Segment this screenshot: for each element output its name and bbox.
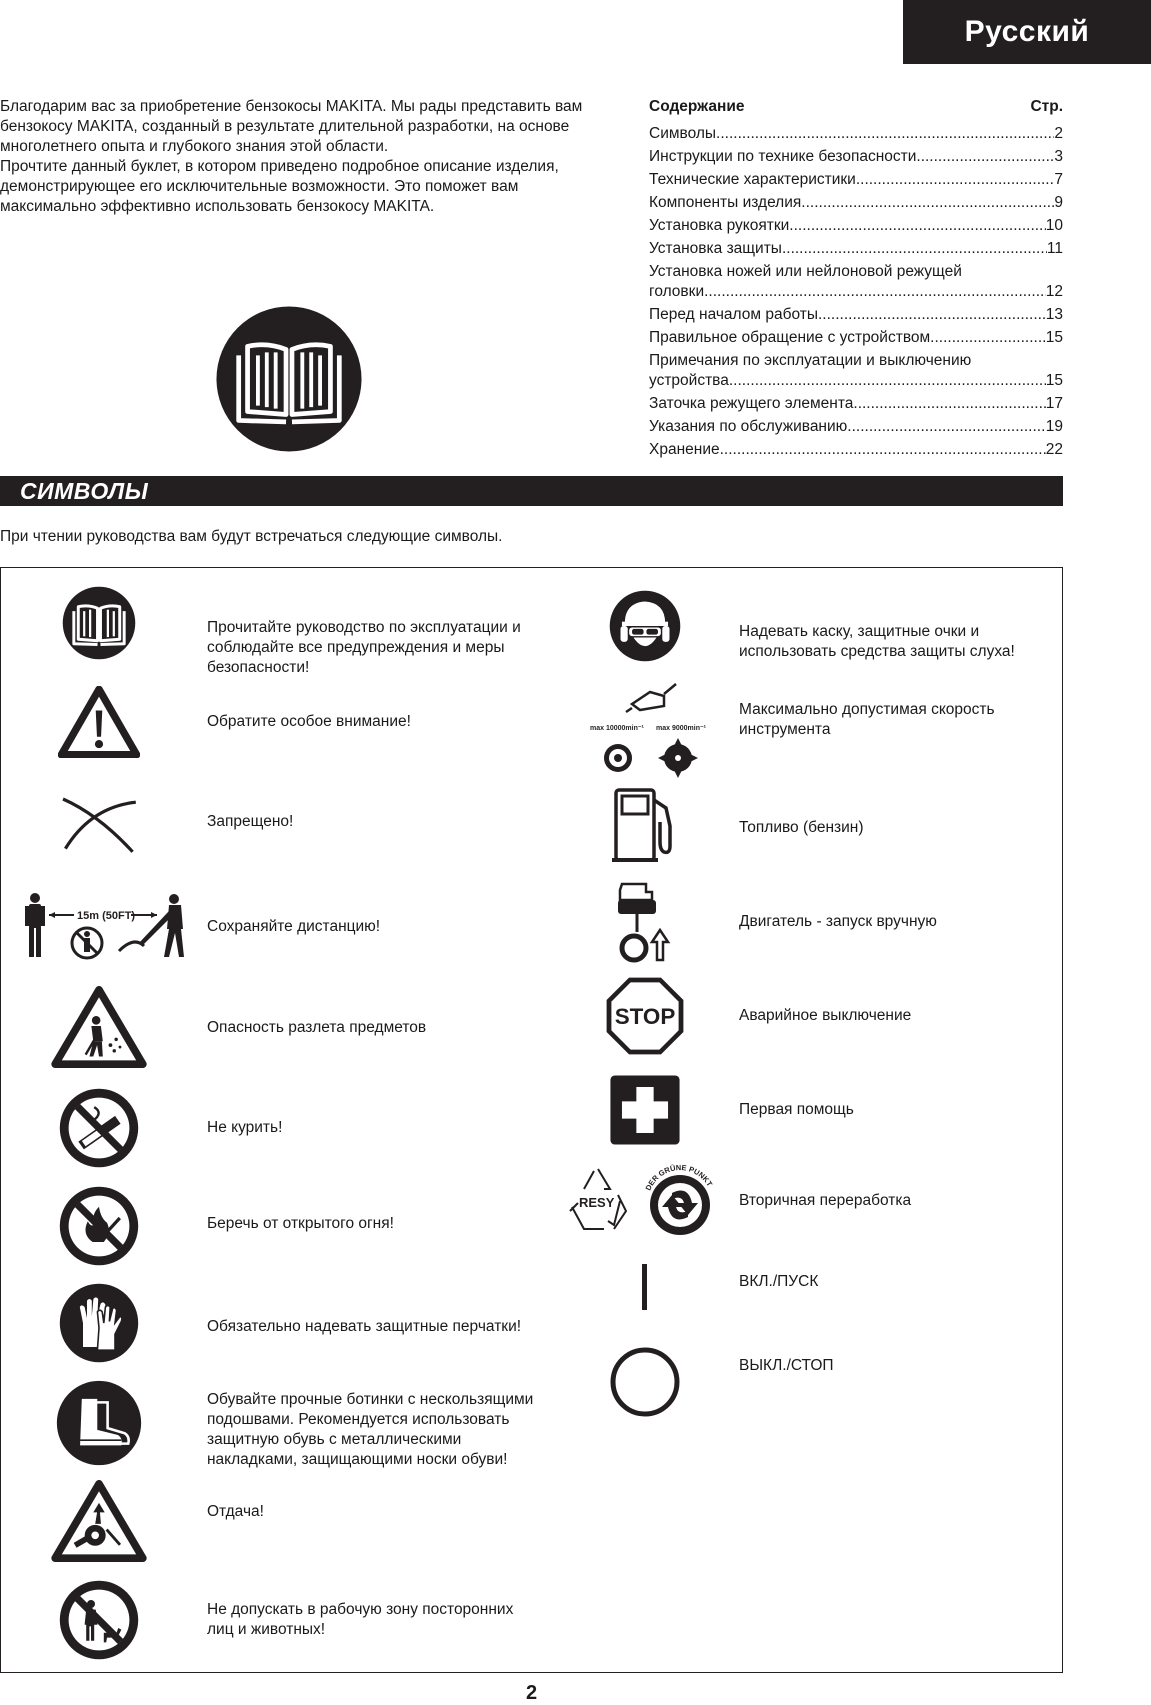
toc-item-label: Установка защиты (649, 240, 782, 257)
toc-item-label: устройства (649, 372, 729, 389)
toc-item-label: Инструкции по технике безопасности (649, 148, 917, 165)
toc-item-page: 17 (1045, 395, 1063, 412)
toc-item-label-line1: Примечания по эксплуатации и выключению (649, 352, 972, 369)
flying-objects-icon (14, 986, 184, 1068)
symbol-description: Топливо (бензин) (739, 819, 864, 836)
toc-dot-leader (818, 305, 1046, 325)
toc-item-label-line1: Установка ножей или нейлоновой режущей (649, 263, 962, 280)
toc-dot-leader (720, 440, 1046, 460)
symbol-description: Надевать каску, защитные очки и использовать средства защиты слуха! (739, 623, 1015, 660)
intro-text (0, 97, 600, 217)
toc-dot-leader (716, 124, 1054, 144)
green-dot-label: DER GRÜNE PUNKT (643, 1163, 715, 1192)
symbols-table (0, 567, 1063, 1673)
resy-label: RESY (579, 1195, 615, 1210)
toc-dot-leader (789, 216, 1045, 236)
toc-dot-leader (704, 282, 1046, 302)
toc-item (649, 147, 1063, 167)
toc-item-page: 13 (1045, 306, 1063, 323)
toc-item-page: 7 (1054, 171, 1063, 188)
toc-item-label: Указания по обслуживанию (649, 418, 848, 435)
manual-book-icon (215, 305, 363, 453)
intro-paragraph-1: Благодарим вас за приобретение бензокосы MAKITA. Мы рады представить вам бензокосу MAKITA, созданный в результате длительной разработки, на основе многолетнего опыта и глубокого знания этой области. (0, 98, 583, 155)
toc-header (649, 97, 1063, 117)
first-aid-icon (560, 1074, 730, 1146)
no-smoking-icon (14, 1088, 184, 1168)
no-bystanders-icon (14, 1580, 184, 1660)
toc-item-page: 11 (1046, 240, 1063, 257)
speed-label-2: max 9000min⁻¹ (656, 725, 706, 732)
toc-item-page: 15 (1045, 329, 1063, 346)
toc-item (649, 262, 1063, 302)
symbol-description: ВКЛ./ПУСК (739, 1273, 819, 1290)
symbol-description: Двигатель - запуск вручную (739, 913, 937, 930)
toc-item-label: Компоненты изделия (649, 194, 802, 211)
symbol-description: Не курить! (207, 1119, 283, 1136)
intro-paragraph-2: Прочтите данный буклет, в котором приведено подробное описание изделия, демонстрирующее его исключительные возможности. Это поможет вам максимально эффективно использовать бензокосу MAKITA. (0, 158, 559, 215)
toc-item-label: Перед началом работы (649, 306, 818, 323)
toc-dot-leader (847, 417, 1045, 437)
manual-start-icon (560, 880, 730, 966)
fuel-pump-icon (560, 786, 730, 864)
symbol-description: Запрещено! (207, 813, 294, 830)
symbol-description: Сохраняйте дистанцию! (207, 918, 381, 935)
toc-title: Содержание (649, 98, 745, 115)
stop-sign-icon (560, 976, 730, 1056)
toc-dot-leader (856, 170, 1055, 190)
helmet-goggles-ear-icon (560, 590, 730, 662)
symbol-description: Обувайте прочные ботинки с нескользящими подошвами. Рекомендуется использовать защитную обувь с металлическими накладками, защищающими носки обуви! (207, 1391, 534, 1468)
safety-boots-icon (14, 1380, 184, 1466)
toc-dot-leader (930, 328, 1046, 348)
speed-label-1: max 10000min⁻¹ (590, 725, 644, 732)
toc-item (649, 305, 1063, 325)
forbidden-cross-icon (14, 790, 184, 856)
distance-label: 15m (50FT) (76, 910, 135, 922)
toc-item (649, 394, 1063, 414)
section-title-bar: СИМВОЛЫ (0, 476, 1063, 506)
symbol-description: Прочитайте руководство по эксплуатации и соблюдайте все предупреждения и меры безопасности! (207, 619, 521, 676)
toc-item-label: головки (649, 283, 705, 300)
toc-item-label: Технические характеристики (649, 171, 856, 188)
toc-dot-leader (729, 371, 1046, 391)
toc-item (649, 239, 1063, 259)
toc-dot-leader (782, 239, 1047, 259)
toc-item-label: Установка рукоятки (649, 217, 790, 234)
toc-page-label: Стр. (1030, 98, 1063, 115)
toc-item-label: Заточка режущего элемента (649, 395, 854, 412)
toc-dot-leader (801, 193, 1054, 213)
recycling-icon (554, 1163, 734, 1239)
toc-dot-leader (853, 394, 1045, 414)
symbol-description: Обязательно надевать защитные перчатки! (207, 1318, 522, 1335)
keep-distance-icon (16, 891, 196, 961)
symbol-description: Не допускать в рабочую зону посторонних лиц и животных! (207, 1601, 514, 1638)
toc-item-label: Хранение (649, 441, 720, 458)
toc-item-page: 10 (1045, 217, 1063, 234)
manual-book-icon (14, 586, 184, 660)
table-of-contents (649, 97, 1063, 463)
toc-item-page: 9 (1054, 194, 1063, 211)
section-intro: При чтении руководства вам будут встречаться следующие символы. (0, 528, 503, 545)
symbol-description: Вторичная переработка (739, 1192, 912, 1209)
gloves-icon (14, 1283, 184, 1363)
toc-item (649, 328, 1063, 348)
warning-triangle-icon (14, 686, 184, 758)
symbol-description: ВЫКЛ./СТОП (739, 1357, 834, 1374)
stop-sign-text: STOP (614, 1004, 676, 1029)
symbol-description: Беречь от открытого огня! (207, 1215, 394, 1232)
toc-dot-leader (916, 147, 1054, 167)
symbol-description: Аварийное выключение (739, 1007, 912, 1024)
toc-item (649, 124, 1063, 144)
kickback-icon (14, 1480, 184, 1562)
symbol-description: Первая помощь (739, 1101, 854, 1118)
language-tab: Русский (903, 0, 1151, 64)
toc-item (649, 351, 1063, 391)
toc-item-page: 19 (1045, 418, 1063, 435)
on-icon (560, 1262, 730, 1312)
toc-item-page: 3 (1054, 148, 1063, 165)
toc-item (649, 417, 1063, 437)
page-number: 2 (525, 1682, 538, 1704)
toc-item (649, 216, 1063, 236)
symbol-description: Максимально допустимая скорость инструмента (739, 701, 995, 738)
toc-item-page: 22 (1045, 441, 1063, 458)
toc-item (649, 170, 1063, 190)
max-speed-icon (560, 680, 730, 778)
toc-item-label: Символы (649, 125, 717, 142)
symbol-description: Опасность разлета предметов (207, 1019, 427, 1036)
symbol-description: Обратите особое внимание! (207, 713, 411, 730)
toc-item-label: Правильное обращение с устройством (649, 329, 931, 346)
toc-item (649, 193, 1063, 213)
toc-item-page: 15 (1045, 372, 1063, 389)
no-open-fire-icon (14, 1186, 184, 1266)
toc-item-page: 12 (1045, 283, 1063, 300)
toc-item (649, 440, 1063, 460)
toc-item-page: 2 (1054, 125, 1063, 142)
off-icon (560, 1346, 730, 1418)
symbol-description: Отдача! (207, 1503, 264, 1520)
